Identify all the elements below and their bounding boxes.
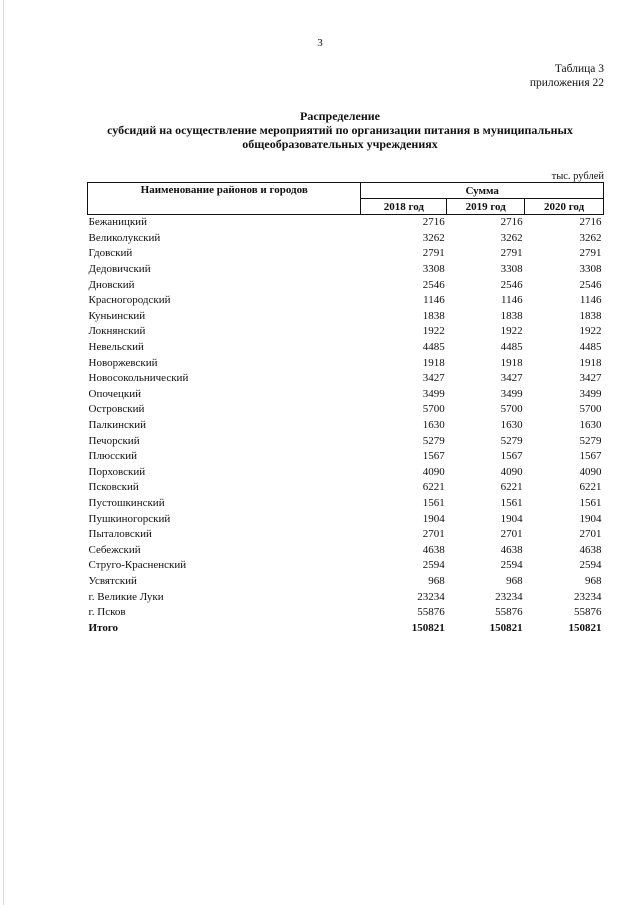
title-line-3: общеобразовательных учреждениях (242, 137, 438, 151)
amount-2019: 1922 (500, 325, 523, 338)
district-name: Порховский (88, 465, 146, 478)
amount-2019: 2791 (500, 247, 523, 260)
amount-2020: 1918 (579, 356, 602, 369)
amount-2018: 2791 (422, 247, 445, 260)
amount-2020: 1838 (579, 309, 602, 322)
total-value-2018: 150821 (411, 621, 445, 634)
district-name: Опочецкий (88, 387, 141, 400)
district-name: Гдовский (88, 247, 133, 260)
amount-2019: 3427 (500, 372, 523, 385)
district-name: Пушкиногорский (88, 512, 171, 525)
amount-2018: 5700 (422, 403, 445, 416)
amount-2019: 3499 (500, 387, 523, 400)
amount-2020: 1904 (579, 512, 602, 525)
district-name: Усвятский (88, 574, 137, 587)
amount-2019: 1838 (500, 309, 523, 322)
table-row (88, 433, 604, 449)
amount-2018: 55876 (417, 606, 445, 619)
amount-2019: 2716 (500, 216, 523, 229)
table-row (88, 309, 604, 325)
amount-2019: 5700 (500, 403, 523, 416)
amount-2019: 968 (506, 574, 523, 587)
amount-2020: 2791 (579, 247, 602, 260)
table-row (88, 231, 604, 247)
table-row (88, 496, 604, 512)
amount-2018: 1922 (422, 325, 445, 338)
amount-2019: 1561 (500, 496, 523, 509)
table-row (88, 340, 604, 356)
district-name: Печорский (88, 434, 140, 447)
amount-2018: 2701 (422, 528, 445, 541)
amount-2020: 2546 (579, 278, 602, 291)
table-row (88, 246, 604, 262)
district-name: Пустошкинский (88, 496, 165, 509)
amount-2018: 1904 (422, 512, 445, 525)
district-name: Себежский (88, 543, 141, 556)
amount-2018: 6221 (422, 481, 445, 494)
table-row (88, 480, 604, 496)
amount-2019: 2594 (500, 559, 523, 572)
district-name: Куньинский (88, 309, 146, 322)
amount-2019: 1567 (500, 450, 523, 463)
amount-2018: 4090 (422, 465, 445, 478)
table-row (88, 605, 604, 621)
amount-2019: 1918 (500, 356, 523, 369)
title-line-2: субсидий на осуществление мероприятий по организации питания в муниципальных (107, 123, 573, 137)
district-name: Дедовичский (88, 263, 151, 276)
amount-2020: 1630 (579, 419, 602, 432)
amount-2018: 2594 (422, 559, 445, 572)
total-row (88, 620, 604, 636)
scan-edge (3, 0, 4, 905)
amount-2020: 4090 (579, 465, 602, 478)
amount-2018: 1918 (422, 356, 445, 369)
district-name: Локнянский (88, 325, 146, 338)
district-name: Невельский (88, 341, 144, 354)
amount-2018: 3427 (422, 372, 445, 385)
amount-2020: 6221 (579, 481, 602, 494)
amount-2019: 2546 (500, 278, 523, 291)
amount-2018: 2546 (422, 278, 445, 291)
amount-2018: 3262 (422, 231, 445, 244)
total-value-2020: 150821 (568, 621, 602, 634)
district-name: Палкинский (88, 419, 147, 432)
amount-2018: 4485 (422, 341, 445, 354)
amount-2019: 4090 (500, 465, 523, 478)
amount-2020: 2701 (579, 528, 602, 541)
amount-2020: 4485 (579, 341, 602, 354)
amount-2019: 1146 (501, 294, 523, 307)
table-row (88, 262, 604, 278)
amount-2020: 1567 (579, 450, 602, 463)
amount-2020: 55876 (574, 606, 602, 619)
district-name: Псковский (88, 481, 139, 494)
table-row (88, 387, 604, 403)
table-row (88, 542, 604, 558)
amount-2020: 23234 (574, 590, 602, 603)
total-value-2019: 150821 (489, 621, 523, 634)
table-row (88, 324, 604, 340)
amount-2019: 4638 (500, 543, 523, 556)
district-name: Островский (88, 403, 145, 416)
table-label: Таблица 3 (554, 63, 604, 75)
amount-2019: 3262 (500, 231, 523, 244)
amount-2019: 1630 (500, 419, 523, 432)
amount-2018: 23234 (417, 590, 445, 603)
amount-2019: 3308 (500, 263, 523, 276)
amount-2020: 1146 (579, 294, 602, 307)
table-row (88, 465, 604, 481)
header-year-2019: 2019 год (447, 199, 525, 215)
amount-2018: 1567 (422, 450, 445, 463)
units-label: тыс. рублей (551, 171, 604, 182)
district-name: Бежаницкий (88, 216, 147, 229)
total-label: Итого (88, 621, 119, 634)
table-row (88, 418, 604, 434)
amount-2020: 3499 (579, 387, 602, 400)
amount-2020: 3427 (579, 372, 602, 385)
appendix-label: приложения 22 (529, 77, 604, 89)
amount-2020: 2716 (579, 216, 602, 229)
amount-2018: 1838 (422, 309, 445, 322)
district-name: Струго-Красненский (88, 559, 187, 572)
amount-2019: 23234 (495, 590, 523, 603)
header-year-2018: 2018 год (361, 199, 447, 215)
amount-2019: 6221 (500, 481, 523, 494)
table-row (88, 511, 604, 527)
amount-2020: 968 (585, 574, 602, 587)
table-row (88, 402, 604, 418)
table-row (88, 589, 604, 605)
table-body (88, 215, 604, 637)
district-name: Новосокольнический (88, 372, 189, 385)
header-year-2020: 2020 год (525, 199, 604, 215)
amount-2020: 4638 (579, 543, 602, 556)
district-name: Новоржевский (88, 356, 158, 369)
amount-2020: 2594 (579, 559, 602, 572)
amount-2019: 55876 (495, 606, 523, 619)
amount-2020: 1922 (579, 325, 602, 338)
table-reference (530, 62, 604, 90)
table-row (88, 371, 604, 387)
amount-2020: 5700 (579, 403, 602, 416)
amount-2018: 968 (428, 574, 445, 587)
district-name: Плюсский (88, 450, 138, 463)
amount-2020: 5279 (579, 434, 602, 447)
page-number: 3 (317, 37, 323, 49)
table-row (88, 449, 604, 465)
title-line-1: Распределение (299, 109, 381, 123)
district-name: Дновский (88, 278, 135, 291)
table-row (88, 293, 604, 309)
amount-2018: 2716 (422, 216, 445, 229)
table-row (88, 558, 604, 574)
header-sum-col: Сумма (361, 183, 604, 199)
amount-2018: 3308 (422, 263, 445, 276)
table-row (88, 277, 604, 293)
amount-2018: 1146 (423, 294, 445, 307)
amount-2018: 3499 (422, 387, 445, 400)
amount-2018: 1630 (422, 419, 445, 432)
amount-2018: 4638 (422, 543, 445, 556)
subsidy-table (87, 182, 604, 636)
table-row (88, 355, 604, 371)
district-name: Пыталовский (88, 528, 152, 541)
header-name-col: Наименование районов и городов (88, 183, 361, 215)
district-name: г. Великие Луки (88, 590, 164, 603)
amount-2020: 3262 (579, 231, 602, 244)
amount-2020: 3308 (579, 263, 602, 276)
header-row-top (88, 183, 604, 199)
table-row (88, 527, 604, 543)
table-row (88, 574, 604, 590)
district-name: Красногородский (88, 294, 171, 307)
document-title (60, 109, 620, 151)
table-row (88, 215, 604, 231)
amount-2018: 1561 (422, 496, 445, 509)
amount-2019: 2701 (500, 528, 523, 541)
district-name: Великолукский (88, 231, 161, 244)
amount-2019: 5279 (500, 434, 523, 447)
amount-2020: 1561 (579, 496, 602, 509)
amount-2019: 4485 (500, 341, 523, 354)
amount-2018: 5279 (422, 434, 445, 447)
amount-2019: 1904 (500, 512, 523, 525)
district-name: г. Псков (88, 606, 126, 619)
